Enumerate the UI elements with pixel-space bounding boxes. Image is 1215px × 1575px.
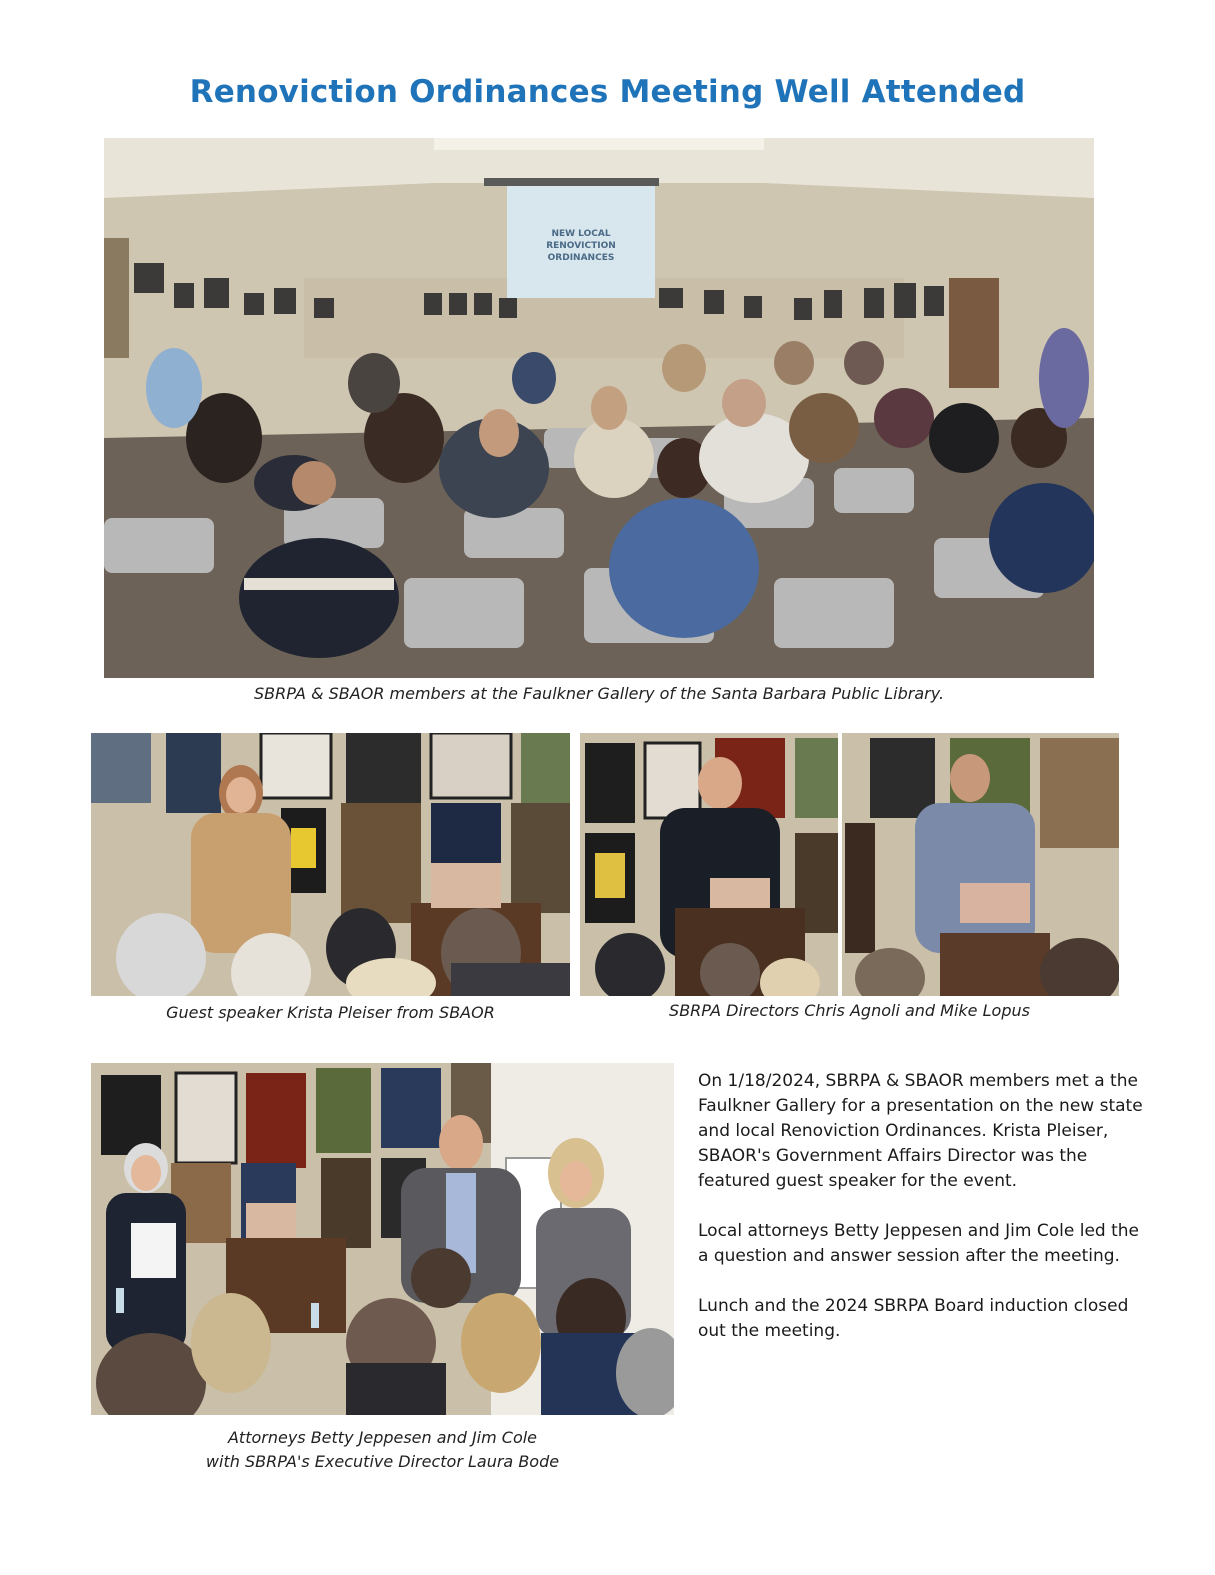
attorneys-photo-caption-line-1: Attorneys Betty Jeppesen and Jim Cole bbox=[227, 1428, 538, 1447]
directors-photo-caption: SBRPA Directors Chris Agnoli and Mike Lopus bbox=[669, 1001, 1030, 1020]
speaker-photo bbox=[91, 733, 570, 996]
article-paragraph-3: Lunch and the 2024 SBRPA Board induction closed out the meeting. bbox=[698, 1296, 1129, 1341]
audience-photo-caption: SBRPA & SBAOR members at the Faulkner Gallery of the Santa Barbara Public Library. bbox=[253, 684, 945, 703]
screen-line-3: ORDINANCES bbox=[547, 253, 615, 263]
directors-photo bbox=[580, 733, 1119, 996]
audience-photo bbox=[104, 138, 1094, 678]
article-body bbox=[698, 1069, 1143, 1369]
page-title: Renoviction Ordinances Meeting Well Attended bbox=[189, 74, 1026, 110]
attorneys-photo bbox=[91, 1063, 674, 1415]
article-paragraph-2: Local attorneys Betty Jeppesen and Jim Cole led the a question and answer session after the meeting. bbox=[698, 1221, 1140, 1266]
speaker-photo-caption: Guest speaker Krista Pleiser from SBAOR bbox=[166, 1003, 495, 1022]
screen-line-1: NEW LOCAL bbox=[551, 229, 611, 239]
screen-line-2: RENOVICTION bbox=[546, 241, 616, 251]
article-paragraph-1: On 1/18/2024, SBRPA & SBAOR members met a the Faulkner Gallery for a presentation on the new state and local Renoviction Ordinances. Krista Pleiser, SBAOR's Government Affairs Director was the featured guest speaker for the event. bbox=[698, 1071, 1143, 1191]
attorneys-photo-caption-line-2: with SBRPA's Executive Director Laura Bode bbox=[205, 1452, 560, 1471]
